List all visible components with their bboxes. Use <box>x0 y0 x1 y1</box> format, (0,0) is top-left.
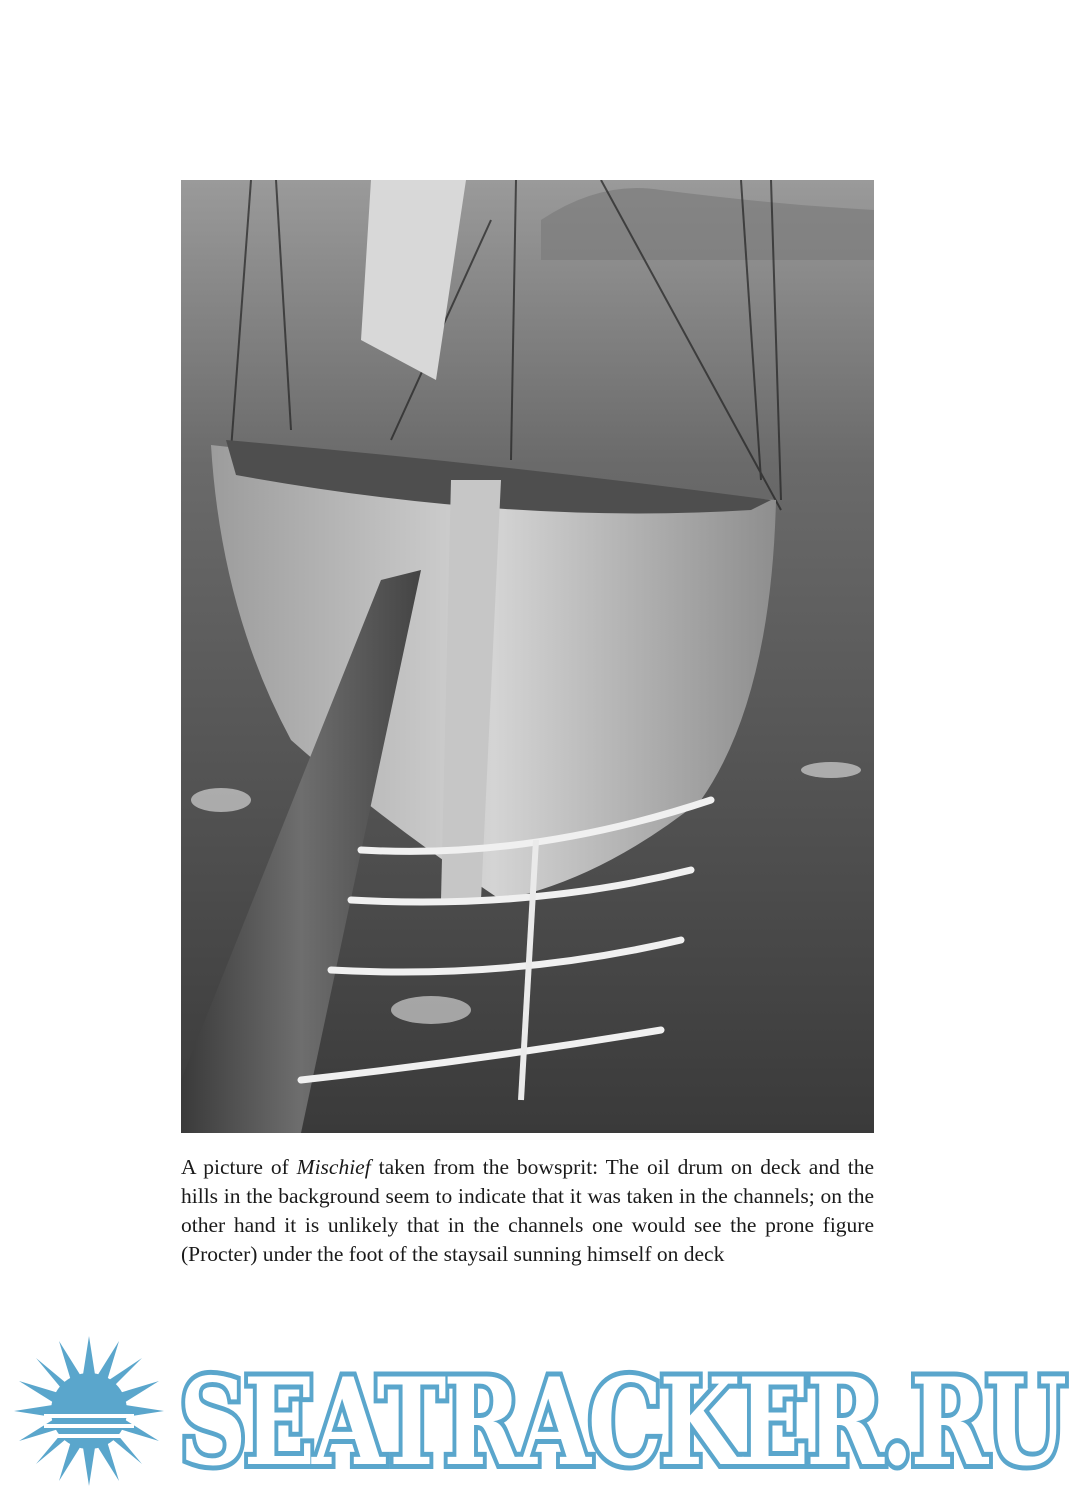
yacht-photo-illustration <box>181 180 874 1133</box>
watermark-text: SEATRACKER.RU <box>179 1352 1066 1486</box>
bowsprit-photo <box>181 180 874 1133</box>
caption-body: taken from the bowsprit: The oil drum on deck and the hills in the background seem to indicate that it was taken in the channels; on the other hand it is unlikely that in the channels one would see the prone figure (Procter) under the foot of the staysail sunning himself on deck <box>181 1155 874 1266</box>
seatracker-watermark <box>14 1336 1066 1486</box>
sun-icon <box>14 1336 164 1486</box>
caption-prefix: A picture of <box>181 1155 297 1179</box>
photo-caption <box>181 1153 874 1269</box>
watermark-wordmark <box>179 1336 1069 1486</box>
caption-vessel-name: Mischief <box>296 1155 371 1179</box>
